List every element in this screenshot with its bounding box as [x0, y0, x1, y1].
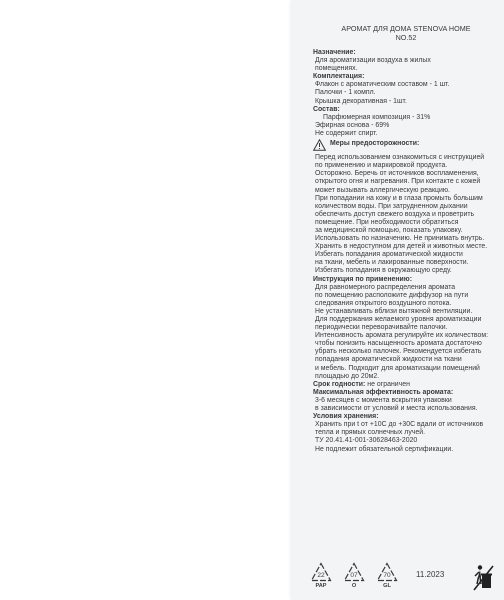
storage-line: тепла и прямых солнечных лучей. — [315, 429, 426, 437]
recycling-label: PAP — [315, 583, 327, 589]
storage-line: ТУ 20.41.41-001-30628463-2020 — [315, 437, 418, 445]
label-text-block — [313, 24, 499, 454]
section-composition — [313, 106, 499, 138]
svg-text:70: 70 — [383, 572, 391, 579]
section-precautions — [313, 140, 499, 276]
precautions-line: может вызывать аллергическую реакцию. — [315, 186, 450, 194]
product-title — [313, 24, 499, 42]
precautions-line: Перед использованием ознакомиться с инструкцией — [315, 154, 485, 162]
section-storage — [313, 413, 499, 453]
instructions-line: убрать несколько палочек. Рекомендуется избегать — [315, 348, 482, 356]
precautions-line: обеспечить доступ свежего воздуха и проветрить — [315, 210, 475, 218]
storage-line: Не подлежит обязательной сертификации. — [315, 445, 454, 453]
composition-line: Эфирная основа - 69% — [315, 121, 390, 129]
purpose-line: Для ароматизации воздуха в жилых — [315, 57, 431, 65]
kit-line: Крышка декоративная - 1шт. — [315, 97, 407, 105]
precautions-heading: Меры предосторожности: — [330, 140, 420, 148]
instructions-line: и мебель. Подходит для ароматизации помещений — [315, 364, 480, 372]
section-shelf-life — [313, 381, 499, 389]
kit-line: Флакон с ароматическим составом - 1 шт. — [315, 81, 450, 89]
instructions-line: Для равномерного распределения аромата — [315, 283, 456, 291]
product-number: NO.52 — [395, 33, 417, 42]
instructions-line: Интенсивность аромата регулируйте их количеством: — [315, 332, 489, 340]
recycling-mark-gl — [372, 562, 402, 596]
instructions-line: попадания ароматической жидкости на ткани — [315, 356, 462, 364]
purpose-line: помещениях. — [315, 65, 358, 73]
kit-heading: Комплектация: — [313, 73, 365, 81]
max-effect-heading: Максимальная эффективность аромата: — [313, 388, 454, 396]
section-max-effect — [313, 389, 499, 413]
recycling-triangle-icon — [310, 562, 332, 582]
production-date: 11.2023 — [416, 570, 445, 579]
storage-heading: Условия хранения: — [313, 413, 379, 421]
precautions-line: помещение. При необходимости обратиться — [315, 218, 459, 226]
composition-line: Парфюмерная композиция - 31% — [323, 113, 431, 121]
section-purpose — [313, 49, 499, 73]
shelf-life-heading: Срок годности: — [313, 380, 366, 388]
bottom-marks — [306, 562, 502, 596]
purpose-heading: Назначение: — [313, 49, 356, 56]
composition-heading: Состав: — [313, 105, 340, 113]
product-title-line: АРОМАТ ДЛЯ ДОМА STENOVA HOME — [341, 24, 471, 33]
svg-text:22: 22 — [317, 572, 325, 579]
instructions-heading: Инструкция по применению: — [313, 275, 413, 283]
precautions-line: Избегать попадания ароматической жидкости — [315, 251, 463, 259]
instructions-line: периодически переворачивайте палочки. — [315, 324, 448, 332]
precautions-line: количеством воды. При затрудненном дыхании — [315, 202, 468, 210]
recycling-triangle-icon — [343, 562, 365, 582]
instructions-lines — [313, 284, 499, 381]
recycling-triangle-icon — [376, 562, 398, 582]
max-effect-line: в зависимости от условий и места использования. — [315, 405, 478, 413]
precautions-line: Осторожно. Беречь от источников воспламенения, — [315, 170, 479, 178]
svg-text:07: 07 — [350, 572, 358, 579]
precautions-line: открытого огня и нагревания. При контакте с кожей — [315, 178, 481, 186]
storage-line: Хранить при t от +10С до +30С вдали от источников — [315, 421, 484, 429]
precautions-line: Использовать по назначению. Не принимать внутрь. — [315, 235, 485, 243]
instructions-line: по помещению расположите диффузор на пути — [315, 291, 469, 299]
precautions-lines — [313, 154, 499, 275]
precautions-line: Избегать попадания в окружающую среду. — [315, 267, 452, 275]
recycling-label: O — [351, 583, 357, 589]
precautions-line: Хранить в недоступном для детей и животных месте. — [315, 243, 488, 251]
recycling-mark-o — [339, 562, 369, 596]
instructions-line: площадью до 20м2. — [315, 372, 380, 380]
precautions-heading-row — [313, 140, 499, 154]
instructions-line: Для поддержания желаемого уровня ароматизации — [315, 316, 482, 323]
shelf-life-value: не ограничен — [367, 380, 410, 388]
section-kit — [313, 73, 499, 105]
precautions-line: по применению и маркировкой продукта. — [315, 162, 448, 170]
max-effect-line: 3-6 месяцев с момента вскрытия упаковки — [315, 396, 452, 404]
recycling-mark-pap — [306, 562, 336, 596]
instructions-line: Не устанавливать вблизи вытяжной вентиляции. — [315, 307, 473, 315]
section-instructions — [313, 276, 499, 381]
composition-line: Не содержит спирт. — [315, 129, 378, 137]
instructions-line: следования открытого воздушного потока. — [315, 299, 452, 307]
instructions-line: чтобы понизить насыщенность аромата достаточно — [315, 340, 482, 348]
warning-triangle-icon — [313, 139, 326, 154]
kit-line: Палочки - 1 компл. — [315, 89, 376, 97]
precautions-line: за медицинской помощью, показать упаковку. — [315, 226, 463, 234]
recycling-label: GL — [383, 583, 391, 589]
no-litter-bin-icon — [472, 564, 494, 594]
precautions-line: на ткани, мебель и лакированные поверхности. — [315, 259, 469, 267]
precautions-line: При попадании на кожу и в глаза промыть большим — [315, 194, 483, 202]
